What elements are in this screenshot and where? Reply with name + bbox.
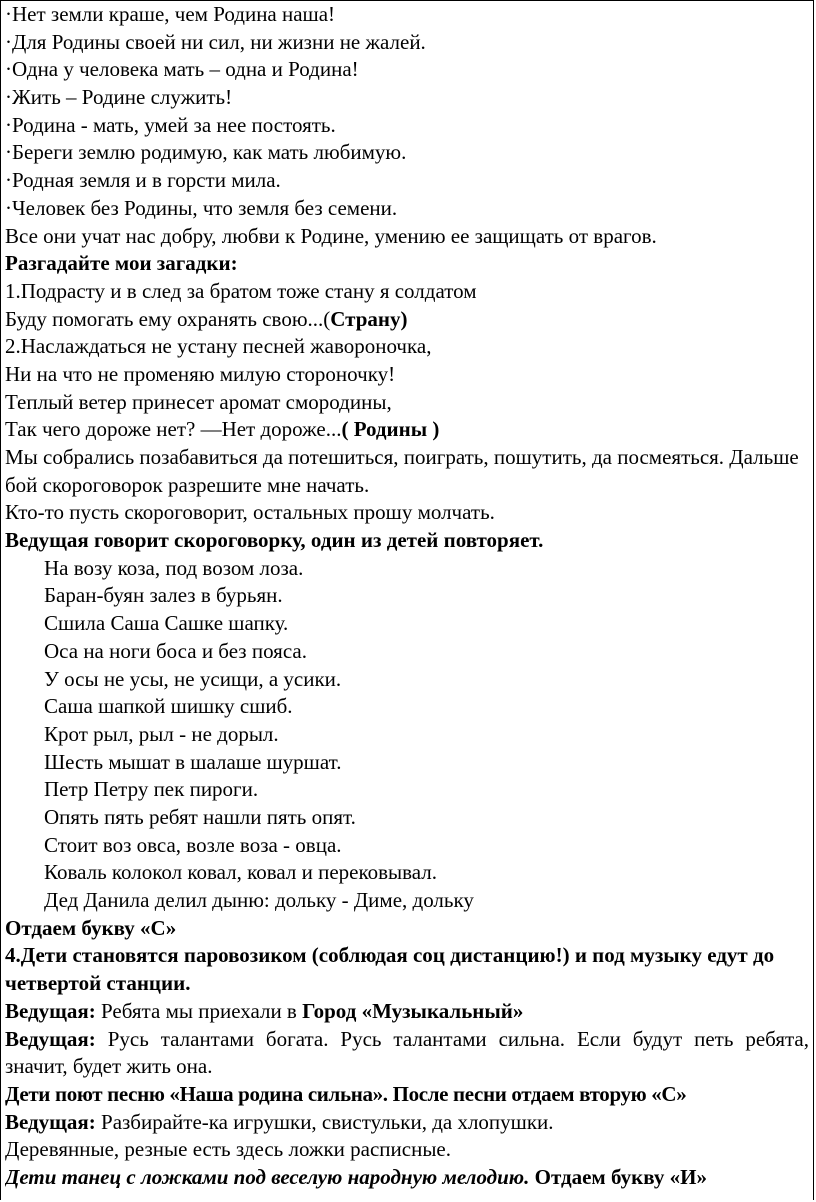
host-line [5, 998, 813, 1026]
tongue-twister-heading: Ведущая говорит скороговорку, один из детей повторяет. [5, 528, 544, 553]
host-text: Ребята мы приехали в [95, 998, 303, 1023]
song-line: Дети поют песню «Наша родина сильна». После песни отдаем вторую «С» [5, 1081, 687, 1106]
dance-text: Дети танец с ложками под веселую народную мелодию. [5, 1164, 530, 1189]
riddle-line: Ни на что не променяю милую стороночку! [5, 361, 396, 386]
proverb-line: ·Береги землю родимую, как мать любимую. [5, 140, 407, 165]
riddle-text: Так чего дороже нет? —Нет дороже... [5, 417, 342, 442]
tongue-twister: Опять пять ребят нашли пять опят. [44, 804, 356, 829]
proverb-line: ·Нет земли краше, чем Родина наша! [5, 2, 336, 26]
riddle-line: 1.Подрасту и в след за братом тоже стану я солдатом [5, 278, 477, 303]
riddle-text: Буду помогать ему охранять свою...( [5, 306, 331, 331]
spoons-line: Деревянные, резные есть здесь ложки расписные. [5, 1137, 451, 1162]
riddle-line [5, 416, 813, 444]
riddle-line: 2.Наслаждаться не устану песней жавороночка, [5, 334, 432, 359]
tongue-twister: Стоит воз овса, возле воза - овца. [44, 832, 342, 857]
tongue-twister: Шесть мышат в шалаше шуршат. [44, 749, 342, 774]
dance-line [5, 1164, 813, 1192]
proverb-line: ·Человек без Родины, что земля без семени. [5, 195, 398, 220]
tongue-twister: Петр Петру пек пироги. [44, 777, 259, 802]
tongue-twister: Оса на ноги боса и без пояса. [44, 638, 307, 663]
host-line [5, 1109, 813, 1137]
letter-c-line: Отдаем букву «С» [5, 915, 177, 940]
tongue-twister: У осы не усы, не усищи, а усики. [44, 666, 342, 691]
riddle-line: Теплый ветер принесет аромат смородины, [5, 389, 392, 414]
proverb-line: ·Жить – Родине служить! [5, 85, 233, 110]
tongue-twister: Баран-буян залез в бурьян. [44, 583, 283, 608]
step4-paragraph: 4.Дети становятся паровозиком (соблюдая соц дистанцию!) и под музыку едут до четвертой станции. [5, 943, 775, 996]
tongue-twister: Крот рыл, рыл - не дорыл. [44, 721, 279, 746]
letter-i-text: Отдаем букву «И» [529, 1164, 707, 1189]
tongue-twister: Коваль колокол ковал, ковал и перековывал. [44, 860, 438, 885]
host-label: Ведущая: [5, 998, 96, 1023]
riddle-line [5, 306, 813, 334]
host-label: Ведущая: [5, 1026, 96, 1051]
host-text: Русь талантами богата. Русь талантами сильна. Если будут петь ребята, значит, будет жить она. [5, 1026, 809, 1079]
city-name: Город «Музыкальный» [302, 998, 524, 1023]
proverb-line: ·Родная земля и в горсти мила. [5, 168, 281, 193]
intro-paragraph: Кто-то пусть скороговорит, остальных прошу молчать. [5, 500, 495, 525]
host-label: Ведущая: [5, 1109, 96, 1134]
proverb-line: ·Родина - мать, умей за нее постоять. [5, 112, 336, 137]
tongue-twister: На возу коза, под возом лоза. [44, 555, 304, 580]
summary-line: Все они учат нас добру, любви к Родине, умению ее защищать от врагов. [5, 223, 657, 248]
tongue-twister: Сшила Саша Сашке шапку. [44, 611, 289, 636]
proverb-line: ·Для Родины своей ни сил, ни жизни не жалей. [5, 29, 426, 54]
riddles-heading: Разгадайте мои загадки: [5, 251, 238, 276]
tongue-twister: Саша шапкой шишку сшиб. [44, 694, 293, 719]
host-paragraph [5, 1026, 813, 1081]
proverb-line: ·Одна у человека мать – одна и Родина! [5, 57, 359, 82]
tongue-twister: Дед Данила делил дыню: дольку - Диме, дольку [44, 888, 474, 913]
riddle-answer: Страну) [330, 306, 408, 331]
host-text: Разбирайте-ка игрушки, свистульки, да хлопушки. [95, 1109, 554, 1134]
intro-paragraph: Мы собрались позабавиться да потешиться, поиграть, пошутить, да посмеяться. Дальше бой скороговорок разрешите мне начать. [5, 445, 799, 497]
riddle-answer: ( Родины ) [341, 417, 440, 442]
